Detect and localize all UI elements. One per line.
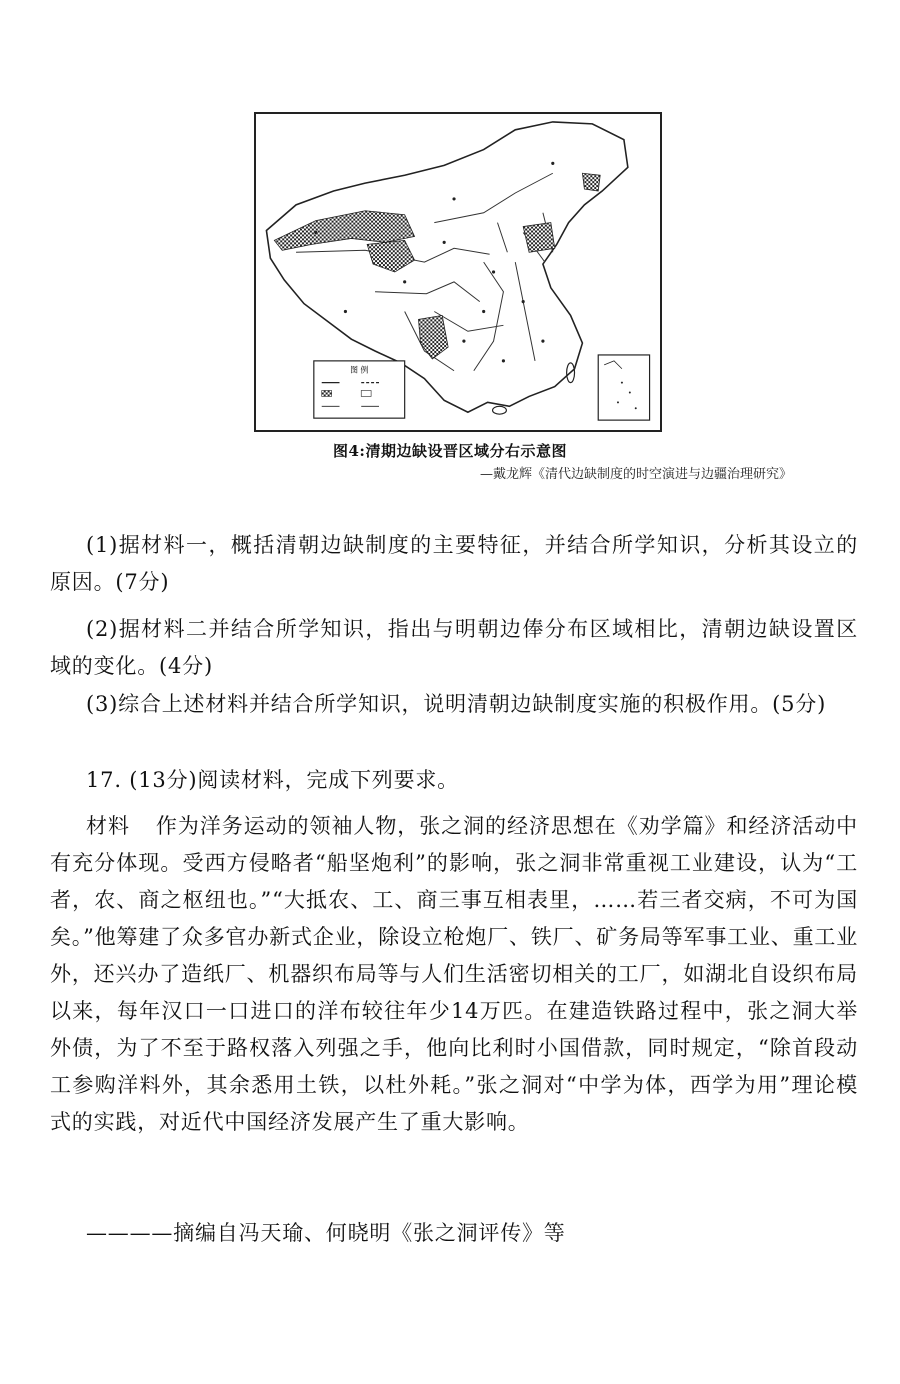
material-body: 作为洋务运动的领袖人物，张之洞的经济思想在《劝学篇》和经济活动中有充分体现。受西方侵略者“船坚炮利”的影响，张之洞非常重视工业建设，认为“工者，农、商之枢纽也。”“大抵农、工、商三事互相表里，……若三者交病，不可为国矣。”他筹建了众多官办新式企业，除设立枪炮厂、铁厂、矿务局等军事工业、重工业外，还兴办了造纸厂、机器织布局等与人们生活密切相关的工厂，如湖北自设织布局以来，每年汉口一口进口的洋布较往年少14万匹。在建造铁路过程中，张之洞大举外债，为了不至于路权落入列强之手，他向比利时小国借款，同时规定，“除首段动工参购洋料外，其余悉用土铁，以杜外耗。”张之洞对“中学为体，西学为用”理论模式的实践，对近代中国经济发展产生了重大影响。 [50, 814, 858, 1134]
hatched-region-qinghai [367, 240, 414, 272]
material-attribution: ————摘编自冯天瑜、何晓明《张之洞评传》等 [86, 1221, 566, 1245]
qing-border-posts-map [254, 112, 662, 432]
hatched-region-northeast [523, 223, 555, 253]
legend-title: 图 例 [350, 365, 369, 375]
map-legend [314, 361, 405, 418]
china-outline-map [256, 114, 660, 430]
material-label: 材料 [86, 814, 130, 838]
figure-caption: 图4:清期边缺设晋区域分右示意图 [333, 442, 567, 460]
material-paragraph [50, 808, 858, 1141]
hatched-region-heilongjiang [582, 173, 600, 191]
south-china-sea-inset [598, 355, 649, 420]
hatched-region-sichuan [419, 315, 449, 358]
question-2: (2)据材料二并结合所学知识，指出与明朝边俸分布区域相比，清朝边缺设置区域的变化。(4分) [50, 617, 858, 678]
figure-source: —戴龙辉《清代边缺制度的时空演进与边疆治理研究》 [479, 467, 792, 482]
question-3: (3)综合上述材料并结合所学知识，说明清朝边缺制度实施的积极作用。(5分) [86, 692, 827, 716]
question-1: (1)据材料一，概括清朝边缺制度的主要特征，并结合所学知识，分析其设立的原因。(7分) [50, 533, 858, 594]
question-17-heading: 17. (13分)阅读材料，完成下列要求。 [86, 768, 459, 792]
